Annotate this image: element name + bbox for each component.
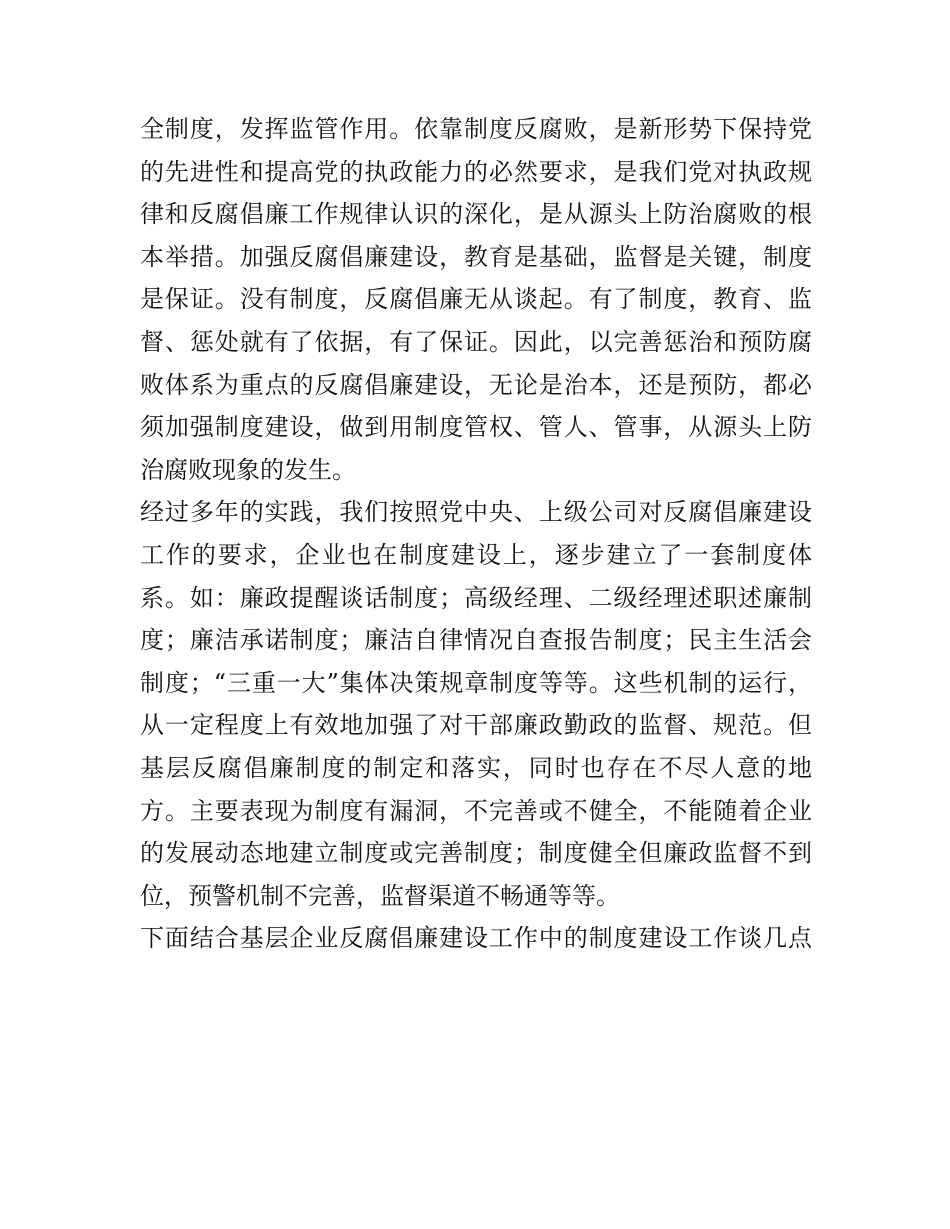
text-line: 督、惩处就有了依据，有了保证。因此，以完善惩治和预防腐 (140, 327, 812, 356)
text-line: 位，预警机制不完善，监督渠道不畅通等等。 (140, 881, 620, 910)
text-line: 系。如：廉政提醒谈话制度；高级经理、二级经理述职述廉制 (140, 583, 812, 612)
paragraph-2 (140, 491, 812, 917)
text-line: 的先进性和提高党的执政能力的必然要求，是我们党对执政规 (140, 157, 812, 186)
text-line: 从一定程度上有效地加强了对干部廉政勤政的监督、规范。但 (140, 711, 812, 740)
text-line: 治腐败现象的发生。 (140, 455, 356, 484)
text-line: 的发展动态地建立制度或完善制度；制度健全但廉政监督不到 (140, 839, 812, 868)
text-line: 全制度，发挥监管作用。依靠制度反腐败，是新形势下保持党 (140, 115, 812, 143)
paragraph-3 (140, 917, 812, 960)
text-line: 律和反腐倡廉工作规律认识的深化，是从源头上防治腐败的根 (140, 200, 812, 229)
text-line: 制度；“三重一大”集体决策规章制度等等。这些机制的运行， (140, 668, 812, 697)
text-line: 工作的要求，企业也在制度建设上，逐步建立了一套制度体 (140, 540, 812, 569)
document-body (140, 108, 812, 960)
text-line: 败体系为重点的反腐倡廉建设，无论是治本，还是预防，都必 (140, 370, 812, 399)
text-line: 度；廉洁承诺制度；廉洁自律情况自查报告制度；民主生活会 (140, 626, 812, 655)
text-line: 是保证。没有制度，反腐倡廉无从谈起。有了制度，教育、监 (140, 285, 812, 314)
text-line: 方。主要表现为制度有漏洞，不完善或不健全，不能随着企业 (140, 796, 812, 825)
text-line: 经过多年的实践，我们按照党中央、上级公司对反腐倡廉建设 (140, 498, 812, 527)
text-line: 本举措。加强反腐倡廉建设，教育是基础，监督是关键，制度 (140, 242, 812, 271)
text-line: 下面结合基层企业反腐倡廉建设工作中的制度建设工作谈几点 (140, 924, 812, 953)
text-line: 基层反腐倡廉制度的制定和落实，同时也存在不尽人意的地 (140, 753, 812, 782)
paragraph-1 (140, 108, 812, 491)
text-line: 须加强制度建设，做到用制度管权、管人、管事，从源头上防 (140, 413, 812, 442)
